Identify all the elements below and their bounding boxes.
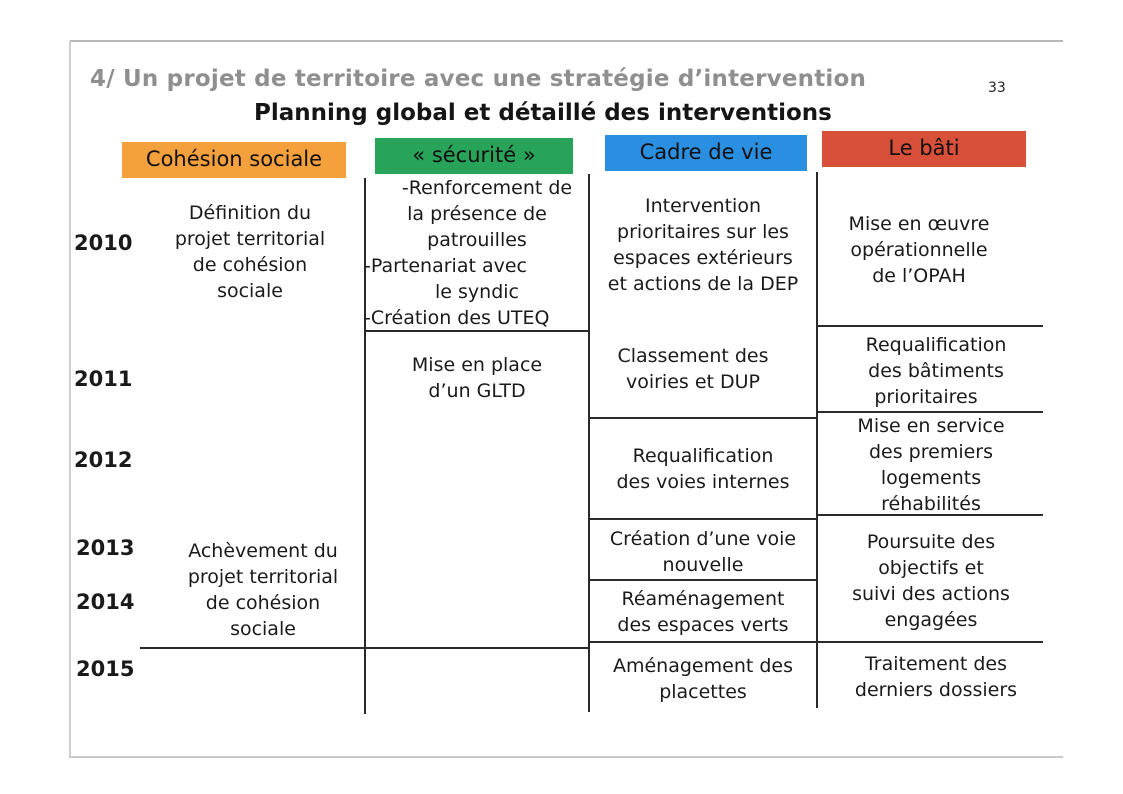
grid-hline-cadre-2013-2014	[590, 579, 816, 581]
cell-line: -Partenariat avec	[364, 255, 527, 277]
main-title: Planning global et détaillé des interventions	[254, 100, 832, 126]
cell-line: de cohésion	[192, 254, 308, 276]
header-cadre-de-vie	[605, 135, 807, 171]
cell-line: projet territorial	[187, 566, 339, 588]
cell-line: projet territorial	[174, 228, 326, 250]
cell-line: -Renforcement de	[401, 177, 573, 199]
cell-line: Aménagement des	[612, 655, 793, 677]
cadre-classement-cell	[580, 343, 806, 395]
grid-hline-2010-2011-right	[818, 325, 1043, 327]
cell-line: espaces extérieurs	[613, 247, 793, 269]
cadre-amenagement-cell	[590, 653, 816, 705]
bati-traitement-cell	[823, 651, 1049, 703]
cell-line: Mise en œuvre	[848, 213, 990, 235]
cell-line: Requalification	[632, 445, 774, 467]
cell-line: prioritaires	[874, 386, 978, 408]
cell-line: Poursuite des	[866, 531, 996, 553]
cell-line: Mise en place	[411, 354, 543, 376]
section-title: 4/ Un projet de territoire avec une stratégie d’intervention	[90, 66, 867, 92]
cell-line: sociale	[230, 618, 296, 640]
cell-line: Intervention	[645, 195, 761, 217]
cell-line: Classement des	[617, 345, 769, 367]
cell-line: réhabilités	[881, 493, 981, 515]
grid-hline-2015-right	[590, 641, 1043, 643]
cell-line: Mise en service	[857, 415, 1005, 437]
cohesion-definition-cell	[150, 200, 350, 304]
cell-line: derniers dossiers	[854, 679, 1018, 701]
cell-line: -Création des UTEQ	[364, 307, 550, 329]
cell-line: nouvelle	[662, 554, 744, 576]
cell-line: Achèvement du	[188, 540, 338, 562]
cell-line: et actions de la DEP	[607, 273, 799, 295]
bati-mise-en-service-cell	[818, 413, 1044, 517]
cell-line: engagées	[884, 609, 978, 631]
bati-poursuite-cell	[818, 529, 1044, 633]
bati-requalification-batiments-cell	[818, 332, 1044, 410]
cell-line: Création d’une voie	[609, 528, 797, 550]
cell-line: de l’OPAH	[872, 265, 966, 287]
cell-line: de cohésion	[205, 592, 321, 614]
cell-line: le syndic	[435, 281, 519, 303]
securite-gltd-cell	[366, 352, 588, 404]
cadre-interventions-cell	[590, 193, 816, 297]
page-number: 33	[988, 80, 1006, 96]
header-label: « sécurité »	[412, 143, 536, 167]
year-2012: 2012	[74, 448, 133, 472]
header-securite	[375, 138, 573, 174]
cell-line: placettes	[659, 681, 747, 703]
header-le-bati	[822, 131, 1026, 167]
grid-hline-cadre-2012-2013	[590, 518, 816, 520]
frame-left-line	[69, 41, 71, 757]
cell-line: Définition du	[188, 202, 312, 224]
securite-actions-cell	[364, 175, 590, 331]
cell-line: objectifs et	[878, 557, 984, 579]
cadre-requalification-voies-cell	[590, 443, 816, 495]
cell-line: voiries et DUP	[625, 371, 761, 393]
cell-line: des espaces verts	[617, 614, 789, 636]
year-2010: 2010	[74, 231, 133, 255]
cell-line: des premiers	[868, 441, 994, 463]
cell-line: la présence de	[407, 203, 547, 225]
cell-line: des bâtiments	[868, 360, 1004, 382]
frame-bottom-line	[69, 756, 1063, 758]
year-2014: 2014	[76, 590, 135, 614]
cell-line: patrouilles	[427, 229, 527, 251]
year-2013: 2013	[76, 536, 135, 560]
cell-line: Traitement des	[864, 653, 1008, 675]
grid-hline-2015	[140, 647, 590, 649]
cell-line: Réaménagement	[621, 588, 785, 610]
year-2011: 2011	[74, 367, 133, 391]
cadre-reamenagement-cell	[590, 586, 816, 638]
year-2015: 2015	[76, 657, 135, 681]
cell-line: opérationnelle	[850, 239, 988, 261]
cell-line: Requalification	[865, 334, 1007, 356]
cell-line: prioritaires sur les	[617, 221, 789, 243]
header-cohesion-sociale	[122, 142, 346, 178]
header-label: Cohésion sociale	[145, 147, 323, 171]
cell-line: logements	[880, 467, 982, 489]
cell-line: des voies internes	[616, 471, 790, 493]
cohesion-achevement-cell	[163, 538, 363, 642]
cell-line: sociale	[217, 280, 283, 302]
cell-line: suivi des actions	[852, 583, 1010, 605]
frame-top-line	[70, 40, 1063, 42]
header-label: Le bâti	[888, 136, 960, 160]
bati-opah-cell	[806, 211, 1032, 289]
grid-hline-cadre-2011-2012	[590, 417, 816, 419]
header-label: Cadre de vie	[639, 140, 773, 164]
cadre-creation-voie-cell	[590, 526, 816, 578]
cell-line: d’un GLTD	[428, 380, 526, 402]
